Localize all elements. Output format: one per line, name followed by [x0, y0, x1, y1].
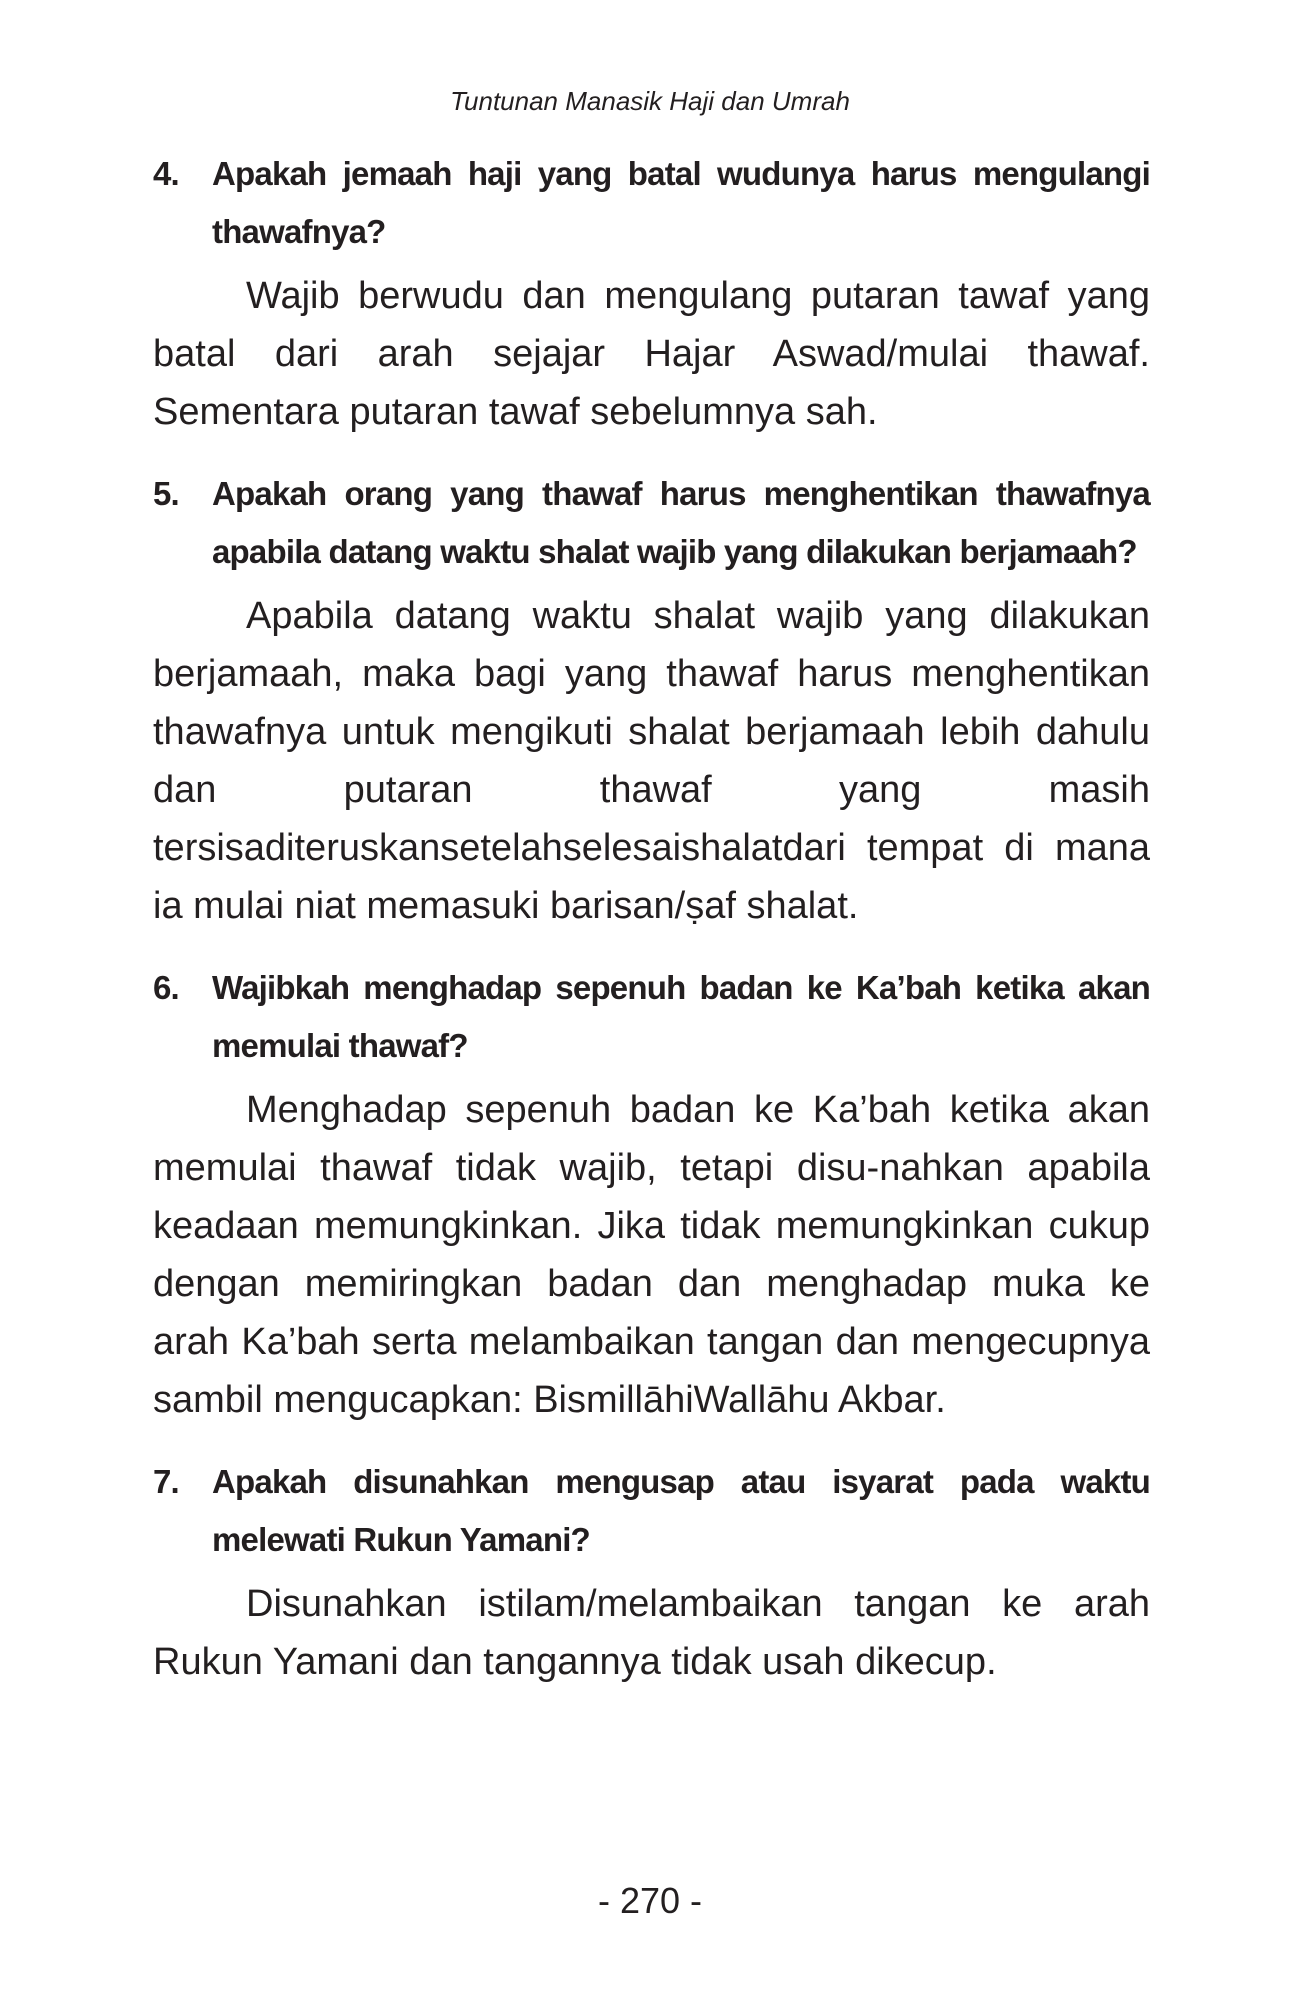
question-text: Wajibkah menghadap sepenuh badan ke Ka’bah ketika akan memulai thawaf?: [212, 969, 1150, 1064]
answer-text: Wajib berwudu dan mengulang putaran tawaf yang batal dari arah sejajar Hajar Aswad/mulai thawaf. Sementara putaran tawaf sebelumnya sah.: [153, 275, 1150, 433]
question-text: Apakah disunahkan mengusap atau isyarat pada waktu melewati Rukun Yamani?: [212, 1463, 1150, 1558]
question: [153, 145, 1150, 261]
question: [153, 465, 1150, 581]
qa-item-5: [153, 465, 1150, 935]
qa-item-7: [153, 1453, 1150, 1691]
question-number: 6.: [153, 969, 179, 1006]
answer-text: Disunahkan istilam/melambaikan tangan ke arah Rukun Yamani dan tangannya tidak usah dikecup.: [153, 1583, 1150, 1683]
page-number: - 270 -: [597, 1880, 703, 1921]
question-number: 7.: [153, 1463, 179, 1500]
qa-list: [153, 145, 1150, 1691]
question-text: Apakah jemaah haji yang batal wudunya harus mengulangi thawafnya?: [212, 155, 1150, 250]
question-text: Apakah orang yang thawaf harus menghentikan thawafnya apabila datang waktu shalat wajib yang dilakukan berjamaah?: [212, 475, 1150, 570]
question-number: 5.: [153, 475, 179, 512]
answer-text: Menghadap sepenuh badan ke Ka’bah ketika akan memulai thawaf tidak wajib, tetapi disu-nahkan apabila keadaan memungkinkan. Jika tidak memungkinkan cukup dengan memiringkan badan dan menghadap muka ke arah Ka’bah serta melambaikan tangan dan mengecupnya sambil mengucapkan: BismillāhiWallāhu Akbar.: [153, 1089, 1150, 1421]
answer-text: Apabila datang waktu shalat wajib yang dilakukan berjamaah, maka bagi yang thawaf harus menghentikan thawafnya untuk mengikuti shalat berjamaah lebih dahulu dan putaran thawaf yang masih tersisaditeruskansetelahselesaishalatdari tempat di mana ia mulai niat memasuki barisan/ṣaf shalat.: [153, 595, 1150, 927]
qa-item-4: [153, 145, 1150, 441]
running-header: Tuntunan Manasik Haji dan Umrah: [450, 86, 850, 116]
question-number: 4.: [153, 155, 179, 192]
question: [153, 959, 1150, 1075]
question: [153, 1453, 1150, 1569]
qa-item-6: [153, 959, 1150, 1429]
